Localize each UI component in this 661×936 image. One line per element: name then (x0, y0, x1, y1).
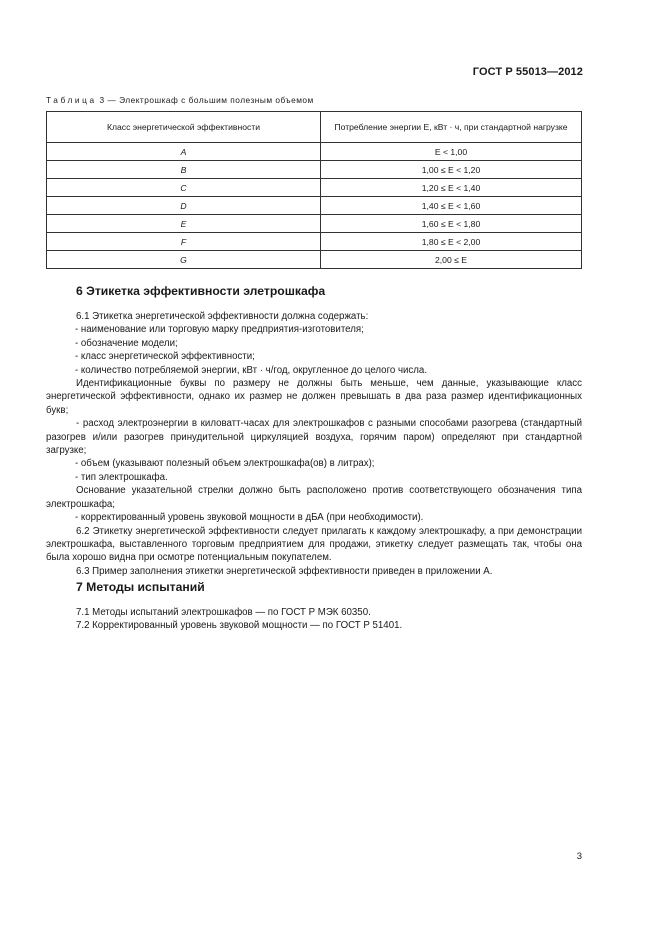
class-cell: B (47, 161, 321, 179)
range-cell: 1,60 ≤ E < 1,80 (321, 215, 582, 233)
class-cell: C (47, 179, 321, 197)
section-7-title: 7 Методы испытаний (76, 580, 205, 594)
energy-class-table (46, 111, 582, 269)
paragraph: 6.1 Этикетка энергетической эффективности должна содержать: (76, 311, 369, 322)
table-row (47, 197, 582, 215)
section-6-body (46, 310, 582, 578)
col-header-consumption: Потребление энергии E, кВт · ч, при стандартной нагрузке (321, 112, 582, 143)
table-row (47, 179, 582, 197)
table-caption (46, 95, 314, 105)
table-row (47, 251, 582, 269)
list-item: - тип электрошкафа. (75, 471, 168, 483)
table-row (47, 161, 582, 179)
class-cell: G (47, 251, 321, 269)
section-7-body (46, 606, 582, 633)
range-cell: 1,80 ≤ E < 2,00 (321, 233, 582, 251)
list-item: - корректированный уровень звуковой мощности в дБА (при необходимости). (75, 512, 424, 524)
paragraph: 6.2 Этикетку энергетической эффективности следует прилагать к каждому электрошкафу, а при демонстрации электрошкафа, выставленного торговым предприятием для продажи, этикетку следует размещать так, чтобы она была хорошо видна при осмотре потенциальным покупателем. (46, 525, 582, 564)
range-cell: 1,40 ≤ E < 1,60 (321, 197, 582, 215)
document-id: ГОСТ Р 55013—2012 (472, 66, 583, 78)
paragraph: Основание указательной стрелки должно быть расположено против соответствующего обозначения типа электрошкафа; (46, 485, 582, 510)
table-row (47, 143, 582, 161)
table-caption-prefix: Таблица (46, 95, 97, 105)
range-cell: 1,20 ≤ E < 1,40 (321, 179, 582, 197)
range-cell: 1,00 ≤ E < 1,20 (321, 161, 582, 179)
list-item: - обозначение модели; (75, 337, 178, 349)
section-6-title: 6 Этикетка эффективности элетрошкафа (76, 284, 326, 298)
col-header-class: Класс энергетической эффективности (47, 112, 321, 143)
list-item: - класс энергетической эффективности; (75, 351, 255, 363)
page-number: 3 (576, 851, 582, 862)
list-item: - объем (указывают полезный объем электрошкафа(ов) в литрах); (75, 458, 375, 470)
class-cell: D (47, 197, 321, 215)
paragraph: 7.1 Методы испытаний электрошкафов — по ГОСТ Р МЭК 60350. (76, 607, 371, 618)
table-header-row (47, 112, 582, 143)
class-cell: A (47, 143, 321, 161)
class-cell: E (47, 215, 321, 233)
list-item: - наименование или торговую марку предприятия-изготовителя; (75, 324, 364, 336)
list-item: - количество потребляемой энергии, кВт · ч/год, округленное до целого числа. (75, 364, 428, 376)
table-row (47, 215, 582, 233)
table-caption-text: 3 — Электрошкаф с большим полезным объемом (99, 95, 314, 105)
range-cell: 2,00 ≤ E (321, 251, 582, 269)
list-item: - расход электроэнергии в киловатт-часах для электрошкафов с разными способами разогрева (стандартный разогрев и/или разогрев принудительной циркуляцией воздуха, горячим паром) определяют при стандартной загрузке; (46, 418, 582, 457)
paragraph: 6.3 Пример заполнения этикетки энергетической эффективности приведен в приложении А. (76, 565, 493, 577)
paragraph: 7.2 Корректированный уровень звуковой мощности — по ГОСТ Р 51401. (76, 620, 403, 632)
range-cell: E < 1,00 (321, 143, 582, 161)
paragraph: Идентификационные буквы по размеру не должны быть меньше, чем данные, указывающие класс энергетической эффективности, однако их размер не должен превышать в два раза размер идентификационных букв; (46, 378, 582, 416)
class-cell: F (47, 233, 321, 251)
table-row (47, 233, 582, 251)
